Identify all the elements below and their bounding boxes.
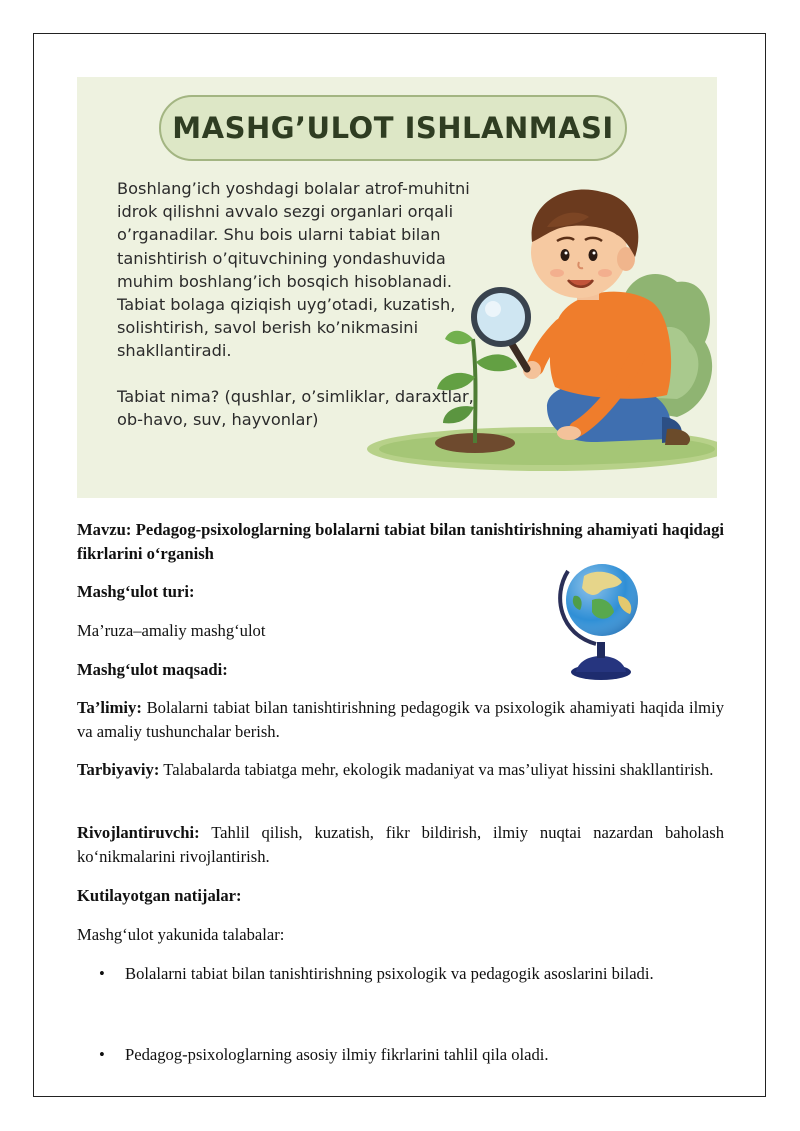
lesson-type-heading: Mashg‘ulot turi:	[77, 582, 195, 601]
topic-label: Mavzu:	[77, 520, 132, 539]
topic-text: Pedagog-psixologlarning bolalarni tabiat bilan tanishtirishning ahamiyati haqidagi fikrlarini o‘rganish	[77, 520, 724, 563]
goal-developmental-text: Tahlil qilish, kuzatish, fikr bildirish, ilmiy nuqtai nazardan baholash ko‘nikmalarini rivojlantirish.	[77, 823, 724, 866]
outcomes-list	[77, 962, 724, 1064]
goal-developmental-label: Rivojlantiruvchi:	[77, 823, 200, 842]
banner-title: MASHG’ULOT ISHLANMASI	[159, 95, 627, 161]
goal-upbringing	[77, 758, 724, 782]
goals-heading: Mashg‘ulot maqsadi:	[77, 660, 228, 679]
goal-educational-label: Ta’limiy:	[77, 698, 142, 717]
outcome-item-2: • Pedagog-psixologlarning asosiy ilmiy fikrlarini tahlil qila oladi.	[77, 1043, 772, 1067]
goal-educational-text: Bolalarni tabiat bilan tanishtirishning pedagogik va psixologik ahamiyati haqida ilmiy va amaliy tushunchalar berish.	[77, 698, 724, 741]
outcome-item-1: • Bolalarni tabiat bilan tanishtirishning psixologik va pedagogik asoslarini biladi.	[77, 962, 772, 986]
outcomes-heading: Kutilayotgan natijalar:	[77, 886, 242, 905]
goal-developmental	[77, 821, 724, 869]
outcomes-intro: Mashg‘ulot yakunida talabalar:	[77, 925, 285, 944]
goal-upbringing-text: Talabalarda tabiatga mehr, ekologik madaniyat va mas’uliyat hissini shakllantirish.	[163, 760, 714, 779]
banner-intro-text: Boshlang’ich yoshdagi bolalar atrof-muhitni idrok qilishni avvalo sezgi organlari orqali o’rganadilar. Shu bois ularni tabiat bilan tanishtirish o’qituvchining yondashuvida muhim boshlang’ich bosqich hisoblanadi. Tabiat bolaga qiziqish uyg’otadi, kuzatish, solishtirish, savol berish ko’nikmasini shakllantiradi.	[117, 179, 470, 361]
lesson-banner-illustration	[77, 77, 717, 498]
banner-text	[117, 177, 487, 431]
topic-paragraph	[77, 518, 724, 566]
banner-question-text: Tabiat nima? (qushlar, o’simliklar, daraxtlar, ob-havo, suv, hayvonlar)	[117, 386, 474, 429]
goal-upbringing-label: Tarbiyaviy:	[77, 760, 160, 779]
goal-educational	[77, 696, 724, 744]
lesson-type-value: Ma’ruza–amaliy mashg‘ulot	[77, 621, 266, 640]
